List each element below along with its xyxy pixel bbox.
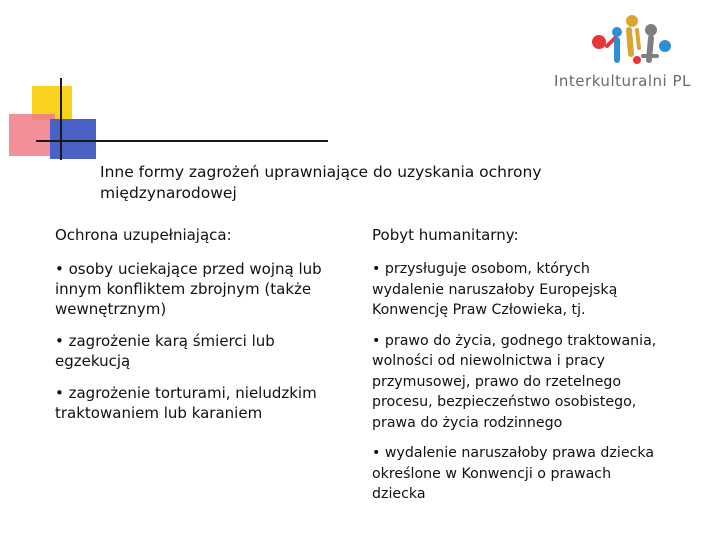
decor-red-square: [9, 114, 55, 156]
list-item: • przysługuje osobom, których wydalenie naruszałoby Europejską Konwencję Praw Człowieka, tj.: [372, 261, 618, 318]
decor-blue-square: [50, 119, 96, 159]
right-column-heading: Pobyt humanitarny:: [372, 226, 519, 244]
list-item: • osoby uciekające przed wojną lub innym konfliktem zbrojnym (także wewnętrznym): [55, 260, 322, 318]
left-column: [55, 225, 350, 435]
page-title: Inne formy zagrożeń uprawniające do uzyskania ochrony międzynarodowej: [100, 163, 542, 202]
list-item: • zagrożenie torturami, nieludzkim traktowaniem lub karaniem: [55, 384, 317, 422]
right-column: [372, 225, 662, 515]
logo: [540, 8, 720, 94]
list-item: • prawo do życia, godnego traktowania, wolności od niewolnictwa i pracy przymusowej, prawo do rzetelnego procesu, bezpieczeństwo osobistego, prawa do życia rodzinnego: [372, 332, 657, 431]
decor-horizontal-line: [36, 140, 328, 142]
decor-vertical-line: [60, 78, 62, 160]
list-item: • wydalenie naruszałoby prawa dziecka określone w Konwencji o prawach dziecka: [372, 445, 655, 502]
list-item: • zagrożenie karą śmierci lub egzekucją: [55, 332, 275, 370]
logo-people-icon: [585, 8, 675, 70]
left-column-heading: Ochrona uzupełniająca:: [55, 226, 232, 244]
logo-text: Interkulturalni PL: [554, 72, 691, 90]
